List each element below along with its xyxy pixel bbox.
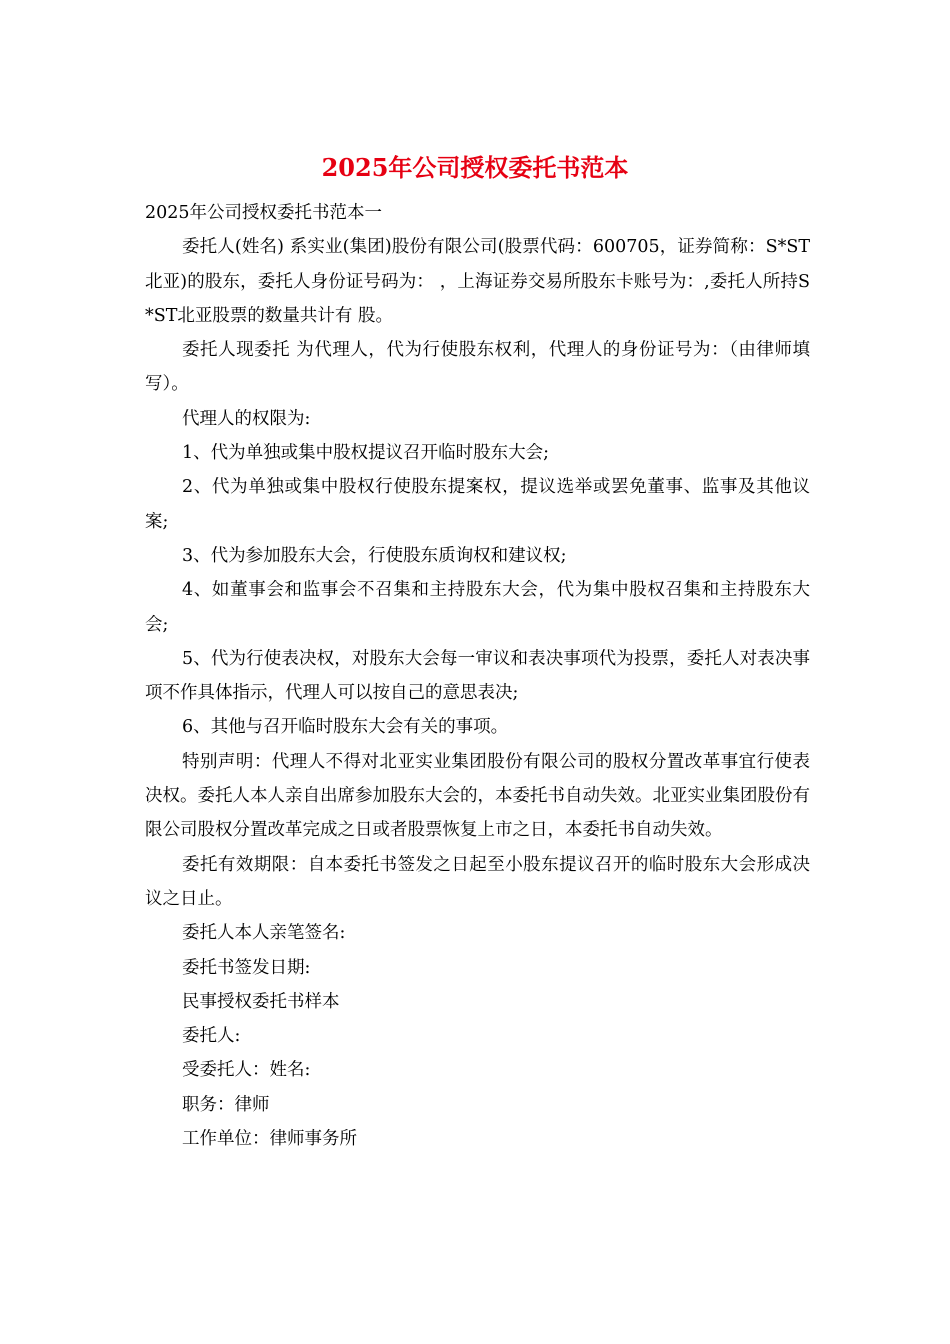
- list-item-authority-4: 4、如董事会和监事会不召集和主持股东大会，代为集中股权召集和主持股东大会;: [145, 580, 810, 635]
- list-item-authority-2: 2、代为单独或集中股权行使股东提案权，提议选举或罢免董事、监事及其他议案;: [145, 477, 810, 532]
- document-body: [145, 196, 810, 1156]
- paragraph-principal-info: 委托人(姓名) 系实业(集团)股份有限公司(股票代码：600705，证券简称：S*ST北亚)的股东，委托人身份证号码为： ，上海证券交易所股东卡账号为：,委托人所持S*ST北亚股票的数量共计有 股。: [145, 237, 810, 326]
- field-agent-employer: 工作单位：律师事务所: [182, 1129, 357, 1150]
- field-principal: 委托人:: [182, 1026, 241, 1047]
- document-subtitle: 2025年公司授权委托书范本一: [145, 203, 383, 223]
- list-item-authority-3: 3、代为参加股东大会，行使股东质询权和建议权;: [182, 545, 567, 566]
- list-item-authority-6: 6、其他与召开临时股东大会有关的事项。: [182, 717, 509, 738]
- paragraph-appointment: 委托人现委托 为代理人，代为行使股东权利，代理人的身份证号为：（由律师填写）。: [145, 340, 810, 395]
- field-issue-date: 委托书签发日期:: [182, 957, 311, 978]
- document-title: 2025年公司授权委托书范本: [321, 153, 629, 182]
- paragraph-authority-heading: 代理人的权限为:: [182, 408, 311, 429]
- field-principal-signature: 委托人本人亲笔签名:: [182, 923, 346, 944]
- section-heading-civil-sample: 民事授权委托书样本: [182, 991, 340, 1012]
- field-agent-name: 受委托人：姓名:: [182, 1060, 311, 1081]
- paragraph-validity-period: 委托有效期限：自本委托书签发之日起至小股东提议召开的临时股东大会形成决议之日止。: [145, 854, 810, 909]
- list-item-authority-1: 1、代为单独或集中股权提议召开临时股东大会;: [182, 443, 550, 464]
- paragraph-special-statement: 特别声明：代理人不得对北亚实业集团股份有限公司的股权分置改革事宜行使表决权。委托人本人亲自出席参加股东大会的，本委托书自动失效。北亚实业集团股份有限公司股权分置改革完成之日或者股票恢复上市之日，本委托书自动失效。: [145, 751, 810, 841]
- list-item-authority-5: 5、代为行使表决权，对股东大会每一审议和表决事项代为投票，委托人对表决事项不作具体指示，代理人可以按自己的意思表决;: [145, 648, 810, 704]
- field-agent-position: 职务：律师: [182, 1094, 270, 1115]
